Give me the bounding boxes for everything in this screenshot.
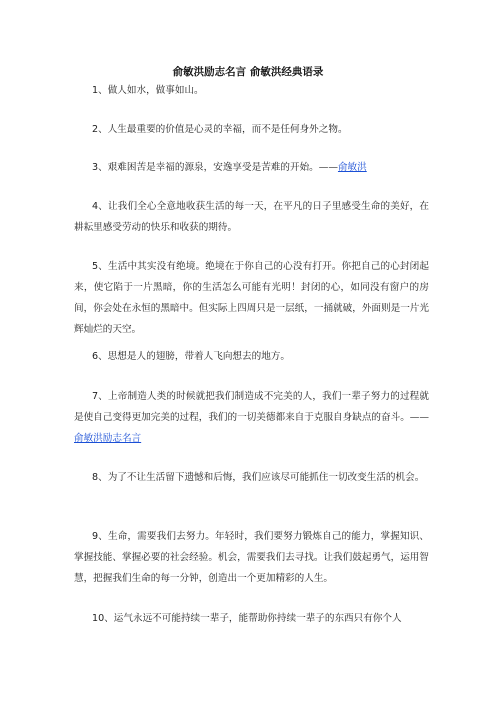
quote-text: 、生活中其实没有绝境。绝境在于你自己的心没有打开。你把自己的心封闭起来，使它陷于一片黑暗，你的生活怎么可能有光明！封闭的心，如同没有窗户的房间，你会处在永恒的黑暗中。但实际上四周只是一层纸，一捅就破，外面则是一片光辉灿烂的天空。 [74, 261, 429, 335]
quote-paragraph-6 [74, 346, 429, 367]
quote-paragraph-10 [74, 608, 429, 629]
quote-text: 、艰难困苦是幸福的源泉，安逸享受是苦难的开始。—— [98, 162, 338, 173]
quote-paragraph-5 [74, 256, 429, 340]
quote-paragraph-2 [74, 119, 429, 140]
quote-paragraph-4 [74, 196, 429, 238]
quote-number: 6 [92, 351, 99, 362]
quote-number: 4 [92, 201, 99, 212]
quote-text: 、运气永远不可能持续一辈子，能帮助你持续一辈子的东西只有你个人 [104, 613, 402, 624]
quote-text: 、上帝制造人类的时候就把我们制造成不完美的人，我们一辈子努力的过程就是使自己变得更加完美的过程，我们的一切美德都来自于克服自身缺点的奋斗。—— [74, 391, 429, 423]
quote-number: 9 [92, 531, 99, 542]
quote-number: 8 [92, 472, 99, 483]
quote-text: 、思想是人的翅膀，带着人飞向想去的地方。 [98, 351, 290, 362]
quote-paragraph-3 [74, 157, 429, 178]
quotes-link[interactable]: 俞敏洪励志名言 [74, 433, 142, 444]
quote-text: 、生命，需要我们去努力。年轻时，我们要努力锻炼自己的能力，掌握知识、掌握技能、掌握必要的社会经验。机会，需要我们去寻找。让我们鼓起勇气，运用智慧，把握我们生命的每一分钟，创造出一个更加精彩的人生。 [74, 531, 429, 584]
quote-number: 1 [92, 85, 99, 96]
quote-number: 10 [92, 613, 105, 624]
quote-text: 、人生最重要的价值是心灵的幸福，而不是任何身外之物。 [98, 124, 348, 135]
quote-text: 、做人如水，做事如山。 [98, 85, 204, 96]
author-link[interactable]: 俞敏洪 [337, 162, 367, 173]
quote-paragraph-9 [74, 526, 429, 589]
quote-number: 2 [92, 124, 99, 135]
quote-paragraph-8 [74, 467, 429, 488]
quote-number: 3 [92, 162, 99, 173]
quote-paragraph-1 [74, 80, 429, 101]
quote-text: 、为了不让生活留下遗憾和后悔，我们应该尽可能抓住一切改变生活的机会。 [98, 472, 425, 483]
quote-text: 、让我们全心全意地收获生活的每一天，在平凡的日子里感受生命的美好，在耕耘里感受劳动的快乐和收获的期待。 [74, 201, 429, 233]
quote-number: 5 [92, 261, 99, 272]
quote-number: 7 [92, 391, 99, 402]
page-title: 俞敏洪励志名言 俞敏洪经典语录 [172, 66, 324, 78]
quote-paragraph-7 [74, 386, 429, 449]
